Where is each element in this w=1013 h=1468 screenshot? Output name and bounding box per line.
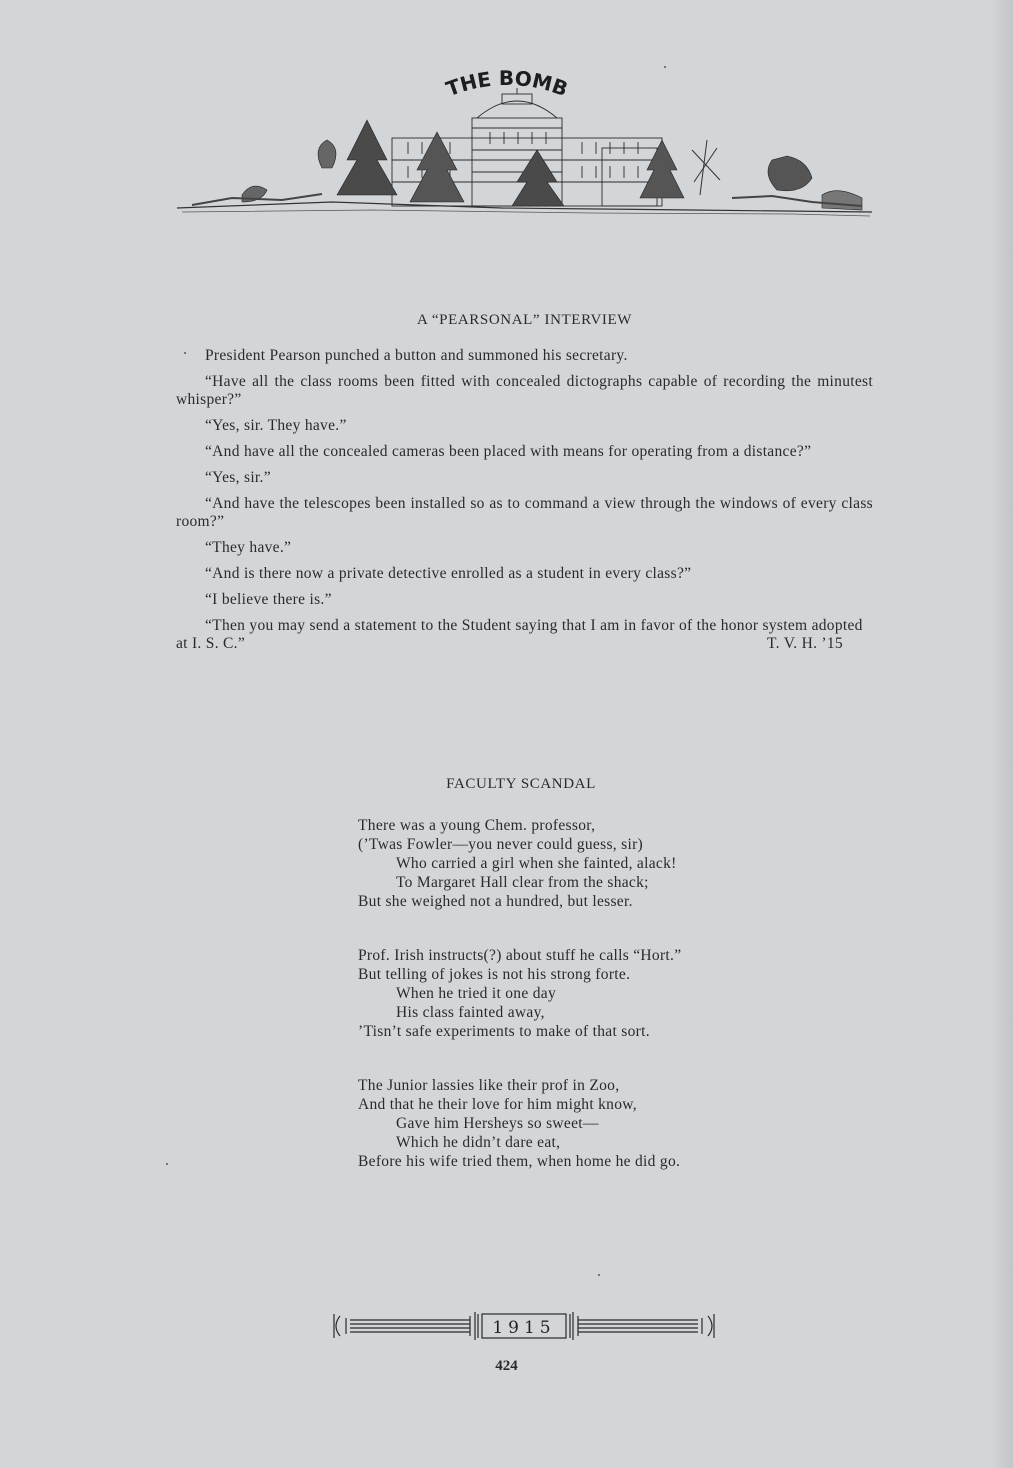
article-signature: T. V. H. ’15 [767, 635, 843, 652]
poem-line: (’Twas Fowler—you never could guess, sir) [358, 836, 643, 853]
poem-line: And that he their love for him might know, [358, 1096, 637, 1113]
masthead-title: THE BOMB [442, 70, 572, 102]
poem-line: Who carried a girl when she fainted, alack! [396, 855, 677, 872]
poem-line: When he tried it one day [396, 985, 556, 1002]
tree-drawings [192, 120, 862, 210]
poem-line: There was a young Chem. professor, [358, 817, 596, 834]
article-paragraph: “Yes, sir.” [205, 469, 271, 486]
campus-drawing [172, 70, 877, 220]
poem-line: But she weighed not a hundred, but lesser. [358, 893, 633, 910]
poem-line: Before his wife tried them, when home he did go. [358, 1153, 681, 1170]
article-paragraph: “Have all the class rooms been fitted with concealed dictographs capable of recording the minutest whisper?” [176, 373, 873, 408]
poem-line: To Margaret Hall clear from the shack; [396, 874, 649, 891]
interview-article [176, 312, 873, 661]
article-paragraph: “And have all the concealed cameras been placed with means for operating from a distance?” [205, 443, 812, 460]
poem-line: Which he didn’t dare eat, [396, 1134, 561, 1151]
poem-stanza [358, 1076, 818, 1171]
poem-line: Prof. Irish instructs(?) about stuff he calls “Hort.” [358, 947, 682, 964]
scan-speck [166, 1163, 168, 1165]
poem-line: The Junior lassies like their prof in Zoo, [358, 1077, 620, 1094]
poem-line: His class fainted away, [396, 1004, 545, 1021]
scan-speck [664, 66, 666, 68]
scan-speck [184, 352, 186, 354]
poem-stanza [358, 946, 818, 1041]
poem-line: Gave him Hersheys so sweet— [396, 1115, 599, 1132]
poem-title: FACULTY SCANDAL [446, 776, 596, 792]
masthead-illustration [172, 70, 877, 220]
poem-line: But telling of jokes is not his strong forte. [358, 966, 631, 983]
article-paragraph: “And is there now a private detective enrolled as a student in every class?” [205, 565, 692, 582]
page-number: 424 [495, 1358, 518, 1374]
article-paragraph: “They have.” [205, 539, 292, 556]
year-banner-ornament [330, 1308, 718, 1344]
poem-stanza [358, 816, 818, 911]
article-title: A “PEARSONAL” INTERVIEW [416, 312, 633, 328]
article-final-paragraph [176, 617, 873, 653]
article-paragraph-text: “Then you may send a statement to the Student saying that I am in favor of the honor system adopted at I. S. C.” [176, 617, 863, 652]
page-edge-shadow [991, 0, 1013, 1468]
poem-line: ’Tisn’t safe experiments to make of that sort. [358, 1023, 650, 1040]
article-paragraph: President Pearson punched a button and summoned his secretary. [205, 347, 628, 364]
article-paragraph: “I believe there is.” [205, 591, 332, 608]
article-paragraph: “And have the telescopes been installed so as to command a view through the windows of every class room?” [176, 495, 873, 530]
scan-speck [598, 1274, 600, 1276]
article-paragraph: “Yes, sir. They have.” [205, 417, 347, 434]
year-banner [330, 1308, 718, 1344]
banner-year: 1915 [492, 1318, 556, 1338]
